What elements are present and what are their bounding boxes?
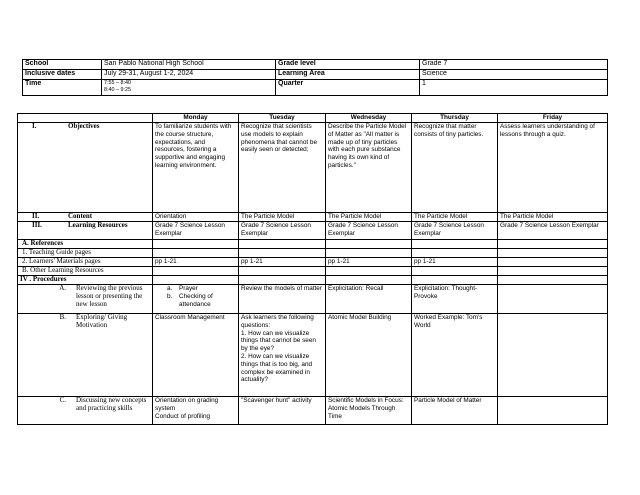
objectives-wednesday: Describe the Particle Model of Matter as "All matter is made up of tiny particles with each pure substance having its own kind of particles." xyxy=(326,123,412,213)
time-label: Time xyxy=(23,80,102,96)
time-slot-1: 7:55 – 8:40 xyxy=(104,80,131,86)
school-value: San Pablo National High School xyxy=(102,60,276,70)
time-slot-2: 8:40 – 9:25 xyxy=(104,86,131,93)
inclusive-dates-value: July 29-31, August 1-2, 2024 xyxy=(102,70,276,80)
review-thursday: Explicitation: Thought-Provoke xyxy=(412,285,498,314)
grade-level-label: Grade level xyxy=(276,60,420,70)
objectives-tuesday: Recognize that scientists use models to explain phenomena that cannot be easily seen or detected; xyxy=(239,123,326,213)
school-label: School xyxy=(23,60,102,70)
lm-monday: pp 1-21 xyxy=(153,258,239,267)
lm-friday xyxy=(498,258,608,267)
discuss-wednesday: Scientific Models in Focus: Atomic Models Through Time xyxy=(326,397,412,425)
resources-monday: Grade 7 Science Lesson Exemplar xyxy=(153,222,239,240)
resources-label: III. Learning Resources xyxy=(18,222,153,240)
learners-materials-row xyxy=(18,258,608,267)
other-resources-row xyxy=(18,267,608,276)
day-header-friday: Friday xyxy=(498,114,608,123)
resources-wednesday: Grade 7 Science Lesson Exemplar xyxy=(326,222,412,240)
header-info-table xyxy=(22,59,608,96)
content-thursday: The Particle Model xyxy=(412,213,498,222)
lm-thursday: pp 1-21 xyxy=(412,258,498,267)
review-monday: a. Prayer b. Checking of attendance xyxy=(153,285,239,314)
objectives-row xyxy=(18,123,608,213)
review-tuesday: Review the models of matter xyxy=(239,285,326,314)
learning-area-label: Learning Area xyxy=(276,70,420,80)
teaching-guide-label: 1. Teaching Guide pages xyxy=(18,249,153,258)
teaching-guide-row xyxy=(18,249,608,258)
procedures-row xyxy=(18,276,608,285)
quarter-label: Quarter xyxy=(276,80,420,96)
content-label: II. Content xyxy=(18,213,153,222)
objectives-thursday: Recognize that matter consists of tiny particles. xyxy=(412,123,498,213)
objectives-monday: To familiarize students with the course structure, expectations, and resources, fostering a supportive and engaging learning environment. xyxy=(153,123,239,213)
content-wednesday: The Particle Model xyxy=(326,213,412,222)
learners-materials-label: 2. Learners' Materials pages xyxy=(18,258,153,267)
discuss-tuesday: "Scavenger hunt" activity xyxy=(239,397,326,425)
resources-friday: Grade 7 Science Lesson Exemplar xyxy=(498,222,608,240)
explore-monday: Classroom Management xyxy=(153,314,239,397)
content-monday: Orientation xyxy=(153,213,239,222)
references-row xyxy=(18,240,608,249)
lm-tuesday: pp 1-21 xyxy=(239,258,326,267)
explore-thursday: Worked Example: Tom's World xyxy=(412,314,498,397)
grade-level-value: Grade 7 xyxy=(420,60,608,70)
day-header-monday: Monday xyxy=(153,114,239,123)
lm-wednesday: pp 1-21 xyxy=(326,258,412,267)
review-wednesday: Explicitation: Recall xyxy=(326,285,412,314)
explore-friday xyxy=(498,314,608,397)
learning-area-value: Science xyxy=(420,70,608,80)
explore-tuesday: Ask learners the following questions: 1. How can we visualize things that cannot be seen by the eye? 2. How can we visualize things that is too big, and complex be examined in actuality? xyxy=(239,314,326,397)
resources-row xyxy=(18,222,608,240)
review-row xyxy=(18,285,608,314)
resources-tuesday: Grade 7 Science Lesson Exemplar xyxy=(239,222,326,240)
objectives-label: I. Objectives xyxy=(18,123,153,213)
resources-thursday: Grade 7 Science Lesson Exemplar xyxy=(412,222,498,240)
explore-row xyxy=(18,314,608,397)
discuss-row xyxy=(18,397,608,425)
review-label: A. Reviewing the previous lesson or presenting the new lesson xyxy=(18,285,153,314)
inclusive-dates-label: Inclusive dates xyxy=(23,70,102,80)
other-resources-label: B. Other Learning Resources xyxy=(18,267,153,276)
discuss-label: C. Discussing new concepts and practicing skills xyxy=(18,397,153,425)
objectives-friday: Assess learners understanding of lessons through a quiz. xyxy=(498,123,608,213)
content-tuesday: The Particle Model xyxy=(239,213,326,222)
content-row xyxy=(18,213,608,222)
procedures-label: IV . Procedures xyxy=(18,276,153,285)
explore-wednesday: Atomic Model Building xyxy=(326,314,412,397)
lesson-plan-table xyxy=(17,113,608,425)
discuss-friday xyxy=(498,397,608,425)
discuss-thursday: Particle Model of Matter xyxy=(412,397,498,425)
corner-cell xyxy=(18,114,153,123)
day-header-wednesday: Wednesday xyxy=(326,114,412,123)
references-label: A. References xyxy=(18,240,153,249)
explore-label: B. Exploring/ Giving Motivation xyxy=(18,314,153,397)
day-header-thursday: Thursday xyxy=(412,114,498,123)
quarter-value: 1 xyxy=(420,80,608,96)
time-value xyxy=(102,80,276,96)
day-header-tuesday: Tuesday xyxy=(239,114,326,123)
review-friday xyxy=(498,285,608,314)
content-friday: The Particle Model xyxy=(498,213,608,222)
discuss-monday: Orientation on grading system Conduct of profiling xyxy=(153,397,239,425)
